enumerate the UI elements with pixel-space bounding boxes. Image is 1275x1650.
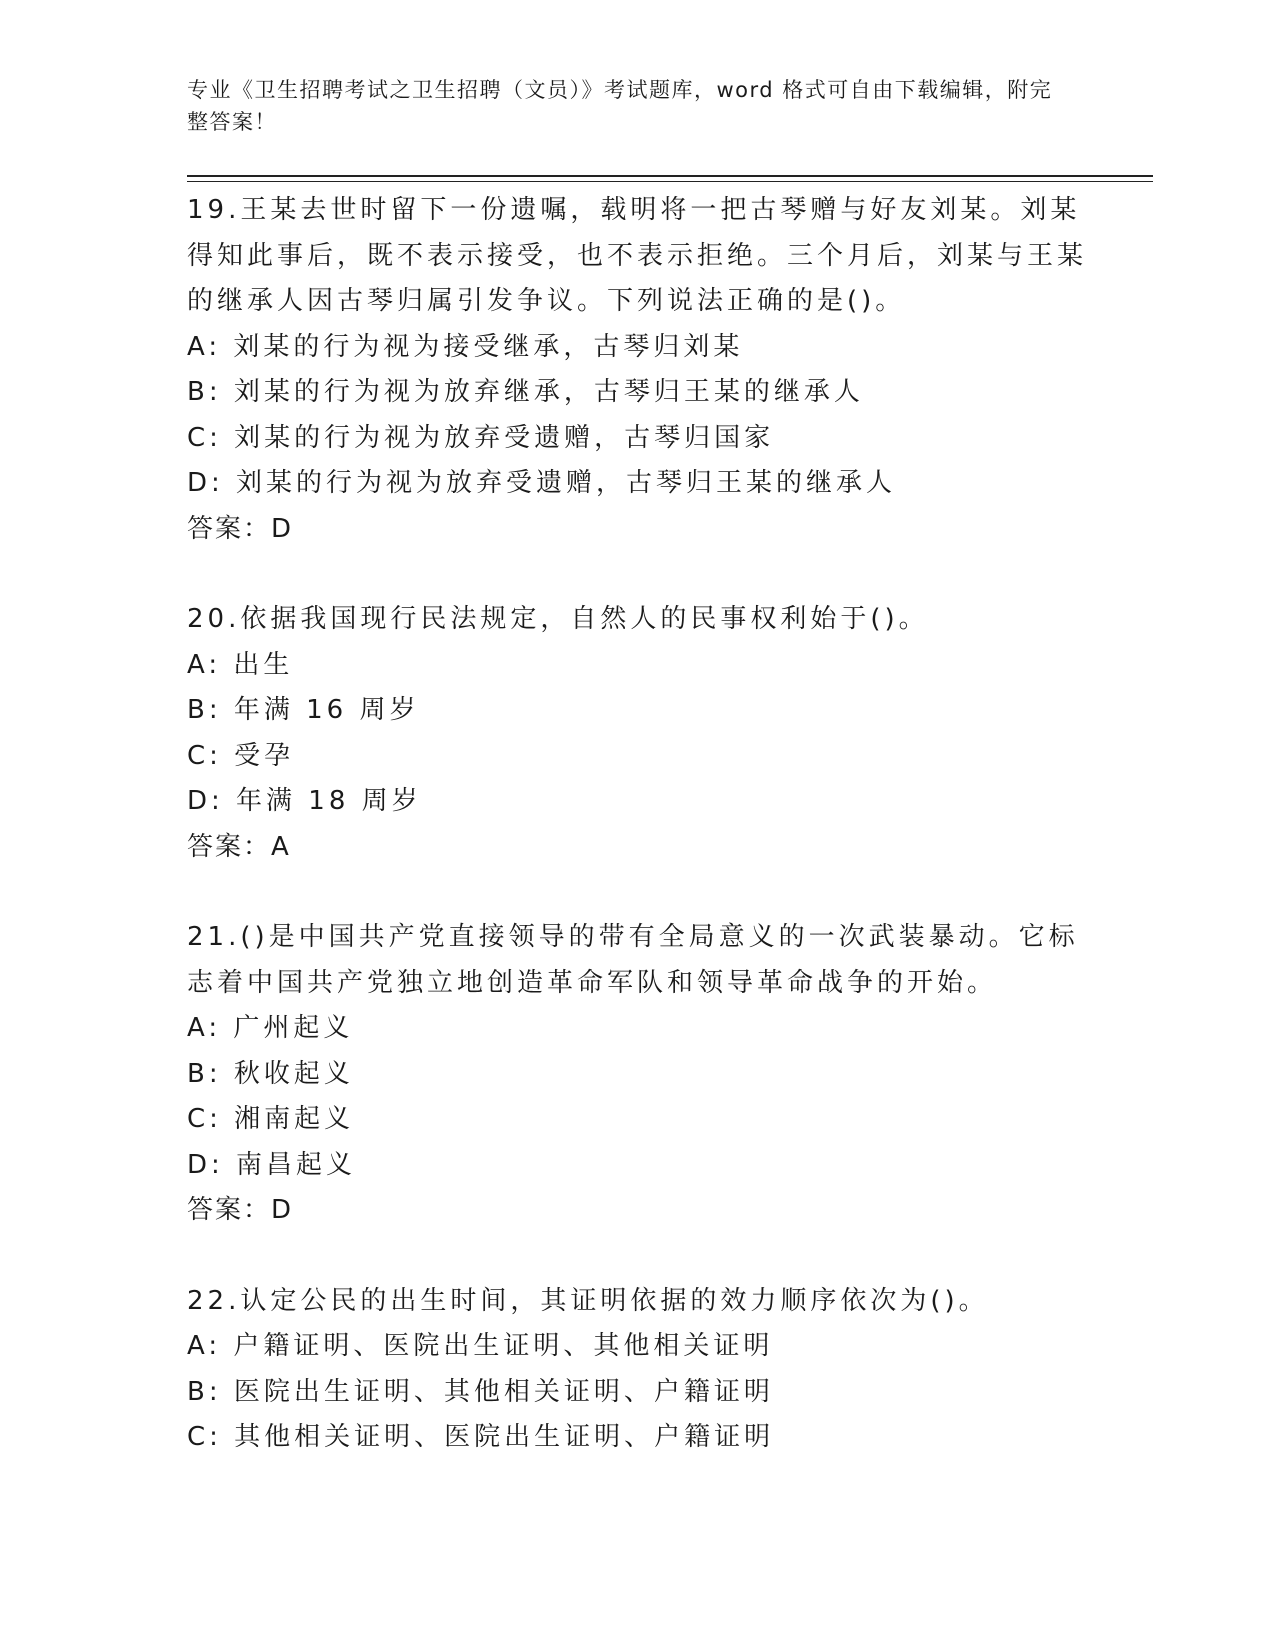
question-19 <box>187 188 1087 552</box>
option-c: C: 其他相关证明、医院出生证明、户籍证明 <box>187 1422 775 1452</box>
option-a: A: 户籍证明、医院出生证明、其他相关证明 <box>187 1331 774 1361</box>
option-b: B: 医院出生证明、其他相关证明、户籍证明 <box>187 1376 774 1407</box>
answer: 答案：D <box>187 513 294 544</box>
answer: 答案：D <box>187 1195 294 1225</box>
answer: 答案：A <box>187 831 291 862</box>
question-text: 22.认定公民的出生时间，其证明依据的效力顺序依次为()。 <box>187 1285 989 1316</box>
question-20 <box>187 597 1087 870</box>
question-list <box>187 188 1087 1506</box>
option-c: C: 湘南起义 <box>187 1104 355 1134</box>
option-b: B: 刘某的行为视为放弃继承，古琴归王某的继承人 <box>187 377 864 407</box>
option-b: B: 秋收起义 <box>187 1058 354 1089</box>
header-rule-thick <box>187 175 1153 177</box>
question-21 <box>187 915 1087 1234</box>
option-b: B: 年满 16 周岁 <box>187 695 420 725</box>
option-a: A: 刘某的行为视为接受继承，古琴归刘某 <box>187 331 744 362</box>
option-a: A: 广州起义 <box>187 1013 354 1043</box>
option-d: D: 年满 18 周岁 <box>187 786 422 816</box>
page-header: 专业《卫生招聘考试之卫生招聘（文员）》考试题库，word 格式可自由下载编辑，附完整答案！ <box>187 78 1053 134</box>
header-rule-thin <box>187 181 1153 182</box>
option-c: C: 受孕 <box>187 740 295 771</box>
option-d: D: 刘某的行为视为放弃受遗赠，古琴归王某的继承人 <box>187 468 897 498</box>
option-a: A: 出生 <box>187 649 294 680</box>
question-text: 20.依据我国现行民法规定，自然人的民事权利始于()。 <box>187 604 929 634</box>
option-c: C: 刘某的行为视为放弃受遗赠，古琴归国家 <box>187 422 775 453</box>
option-d: D: 南昌起义 <box>187 1149 357 1180</box>
question-text: 19.王某去世时留下一份遗嘱，载明将一把古琴赠与好友刘某。刘某得知此事后，既不表示接受，也不表示拒绝。三个月后，刘某与王某的继承人因古琴归属引发争议。下列说法正确的是()。 <box>187 195 1088 316</box>
question-22 <box>187 1279 1087 1461</box>
question-text: 21.()是中国共产党直接领导的带有全局意义的一次武装暴动。它标志着中国共产党独立地创造革命军队和领导革命战争的开始。 <box>187 922 1079 998</box>
